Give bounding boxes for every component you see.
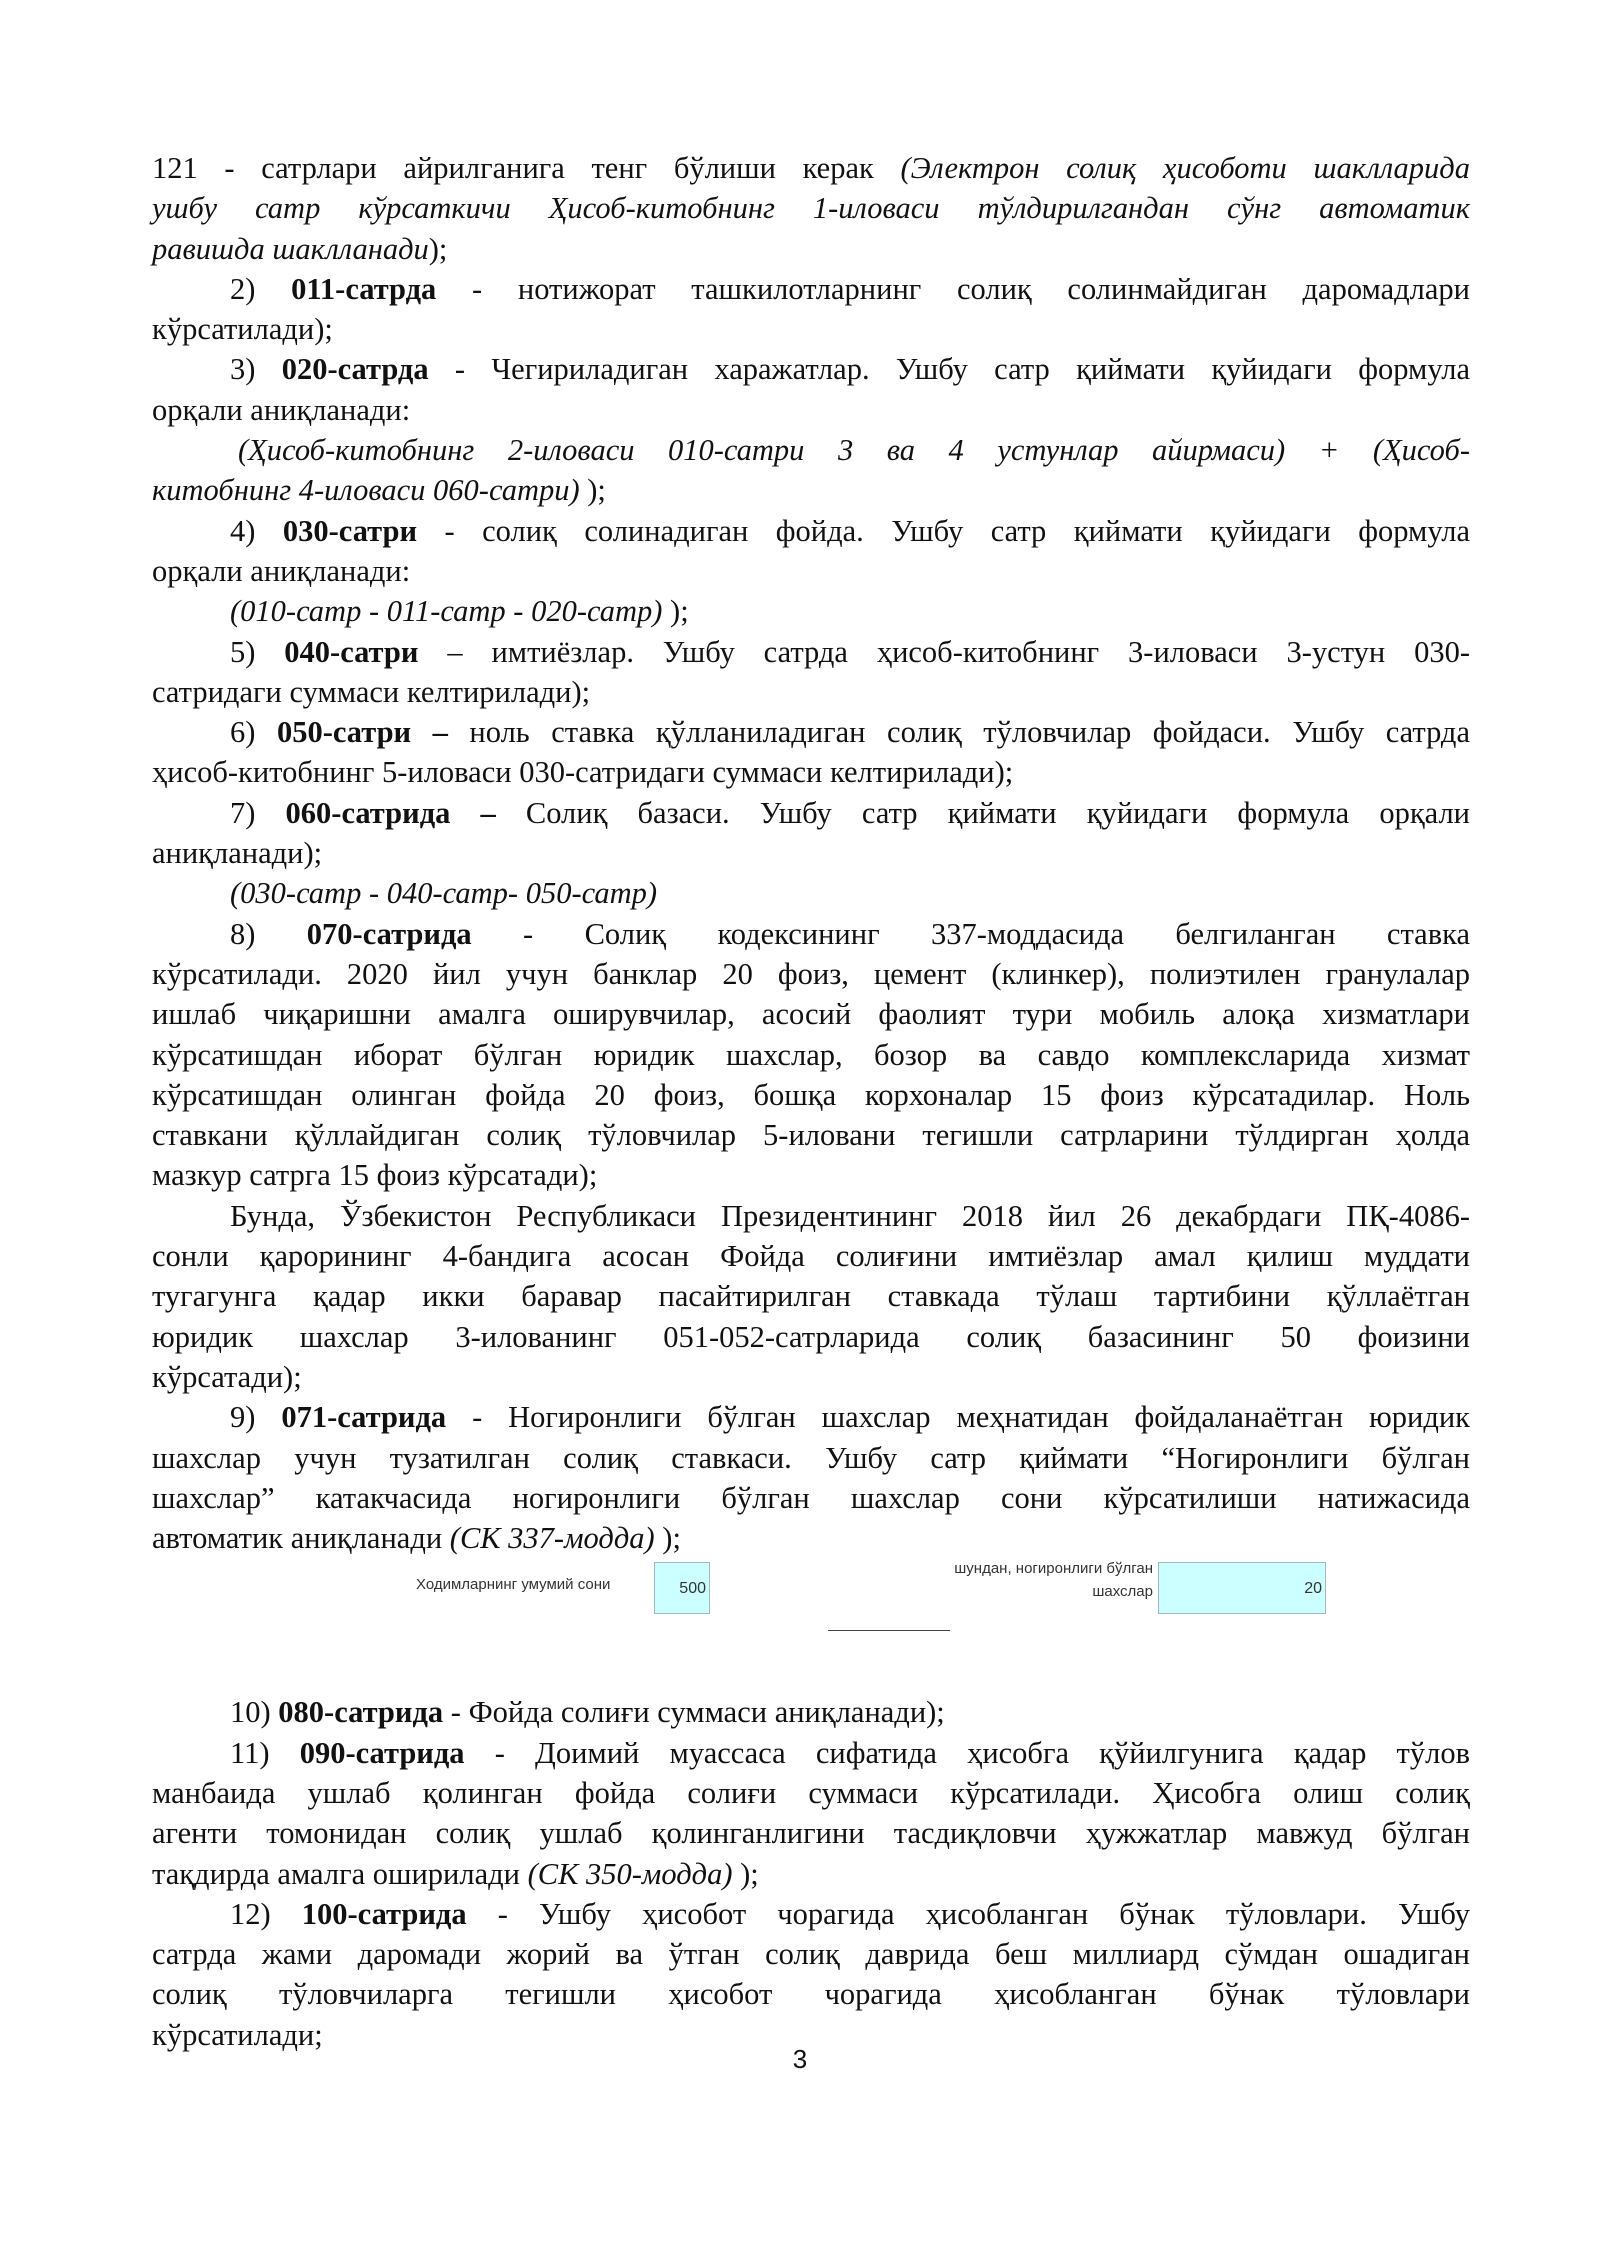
disabled-employees-label-2: шахслар [1092, 1583, 1153, 1601]
list-item-7: 7) 060-сатрида – Солиқ базаси. Ушбу сатр қиймати қуйидаги формула орқали [230, 795, 1470, 830]
document-page [152, 148, 1470, 2055]
text-line: аниқланади); [152, 836, 323, 871]
text-line: тақдирда амалга оширилади (СК 350-модда) ); [152, 1856, 759, 1891]
text-line: кўрсатилади); [152, 312, 333, 347]
spacer [152, 1650, 1470, 1692]
list-item-5: 5) 040-сатри – имтиёзлар. Ушбу сатрда ҳисоб-китобнинг 3-иловаси 3-устун 030- [230, 634, 1470, 669]
text-line: кўрсатишдан иборат бўлган юридик шахслар, бозор ва савдо комплексларида хизмат [152, 1037, 1470, 1072]
text-line: ишлаб чиқаришни амалга оширувчилар, асосий фаолият тури мобиль алоқа хизматлари [152, 997, 1470, 1032]
text-line: юридик шахслар 3-илованинг 051-052-сатрларида солиқ базасининг 50 фоизини [152, 1319, 1470, 1354]
text-line: ҳисоб-китобнинг 5-иловаси 030-сатридаги суммаси келтирилади); [152, 755, 1014, 790]
disabled-employees-label: шундан, ногиронлиги бўлган [954, 1560, 1153, 1578]
employees-total-field[interactable]: 500 [654, 1562, 710, 1614]
text-line: солиқ тўловчиларга тегишли ҳисобот чорагида ҳисобланган бўнак тўловлари [152, 1977, 1470, 2012]
text-line: шахслар” катакчасида ногиронлиги бўлган шахслар сони кўрсатилиши натижасида [152, 1480, 1470, 1515]
text-line: кўрсатишдан олинган фойда 20 фоиз, бошқа корхоналар 15 фоиз кўрсатадилар. Ноль [152, 1077, 1470, 1112]
text-line: ушбу сатр кўрсаткичи Ҳисоб-китобнинг 1-иловаси тўлдирилгандан сўнг автоматик [152, 191, 1470, 226]
page-number: 3 [792, 2044, 808, 2074]
text-line: мазкур сатрга 15 фоиз кўрсатади); [152, 1158, 598, 1193]
text-line: сатрда жами даромади жорий ва ўтган солиқ даврида беш миллиард сўмдан ошадиган [152, 1937, 1470, 1972]
text-line: орқали аниқланади: [152, 553, 411, 588]
formula-line: (010-сатр - 011-сатр - 020-сатр) ); [230, 594, 689, 629]
formula-line: (Ҳисоб-китобнинг 2-иловаси 010-сатри 3 ва 4 устунлар айирмаси) + (Ҳисоб- [238, 433, 1470, 468]
list-item-2: 2) 011-сатрда - нотижорат ташкилотларнинг солиқ солинмайдиган даромадлари [230, 271, 1470, 306]
formula-line: (030-сатр - 040-сатр- 050-сатр) [230, 876, 658, 911]
underline-divider [828, 1630, 950, 1631]
text-line: агенти томонидан солиқ ушлаб қолинганлигини тасдиқловчи ҳужжатлар мавжуд бўлган [152, 1816, 1470, 1851]
text-line: орқали аниқланади: [152, 392, 411, 427]
text-line: манбаида ушлаб қолинган фойда солиғи суммаси кўрсатилади. Ҳисобга олиш солиқ [152, 1775, 1470, 1810]
form-fragment [152, 1558, 1470, 1650]
text-line: кўрсатилади. 2020 йил учун банклар 20 фоиз, цемент (клинкер), полиэтилен гранулалар [152, 956, 1470, 991]
text-line: 121 - сатрлари айрилганига тенг бўлиши керак (Электрон солиқ ҳисоботи шаклларида [152, 151, 1470, 185]
text-line: сонли қарорининг 4-бандига асосан Фойда солиғини имтиёзлар амал қилиш муддати [152, 1239, 1470, 1274]
text-line: ставкани қўллайдиган солиқ тўловчилар 5-иловани тегишли сатрларини тўлдирган ҳолда [152, 1118, 1470, 1153]
employees-total-label: Ходимларнинг умумий сони [416, 1576, 611, 1594]
paragraph-note: Бунда, Ўзбекистон Республикаси Президентининг 2018 йил 26 декабрдаги ПҚ-4086- [230, 1198, 1470, 1233]
text-line: автоматик аниқланади (СК 337-модда) ); [152, 1521, 681, 1556]
text-line: тугагунга қадар икки баравар пасайтирилган ставкада тўлаш тартибини қўллаётган [152, 1279, 1470, 1314]
formula-line: китобнинг 4-иловаси 060-сатри) ); [152, 473, 606, 508]
list-item-10: 10) 080-сатрида - Фойда солиғи суммаси аниқланади); [230, 1695, 945, 1730]
list-item-4: 4) 030-сатри - солиқ солинадиган фойда. Ушбу сатр қиймати қуйидаги формула [230, 513, 1470, 548]
disabled-employees-field[interactable]: 20 [1158, 1562, 1326, 1614]
text-line: сатридаги суммаси келтирилади); [152, 674, 591, 709]
list-item-3: 3) 020-сатрда - Чегириладиган харажатлар. Ушбу сатр қиймати қуйидаги формула [230, 352, 1470, 387]
text-line: кўрсатилади; [152, 2017, 323, 2052]
text-line: равишда шаклланади); [152, 231, 448, 266]
list-item-11: 11) 090-сатрида - Доимий муассаса сифатида ҳисобга қўйилгунига қадар тўлов [230, 1735, 1471, 1770]
list-item-9: 9) 071-сатрида - Ногиронлиги бўлган шахслар меҳнатидан фойдаланаётган юридик [230, 1400, 1470, 1435]
text-line: шахслар учун тузатилган солиқ ставкаси. Ушбу сатр қиймати “Ногиронлиги бўлган [152, 1440, 1470, 1475]
list-item-12: 12) 100-сатрида - Ушбу ҳисобот чорагида ҳисобланган бўнак тўловлари. Ушбу [230, 1896, 1470, 1931]
list-item-6: 6) 050-сатри – ноль ставка қўлланиладиган солиқ тўловчилар фойдаси. Ушбу сатрда [230, 715, 1470, 750]
list-item-8: 8) 070-сатрида - Солиқ кодексининг 337-моддасида белгиланган ставка [230, 916, 1470, 951]
text-line: кўрсатади); [152, 1359, 302, 1394]
